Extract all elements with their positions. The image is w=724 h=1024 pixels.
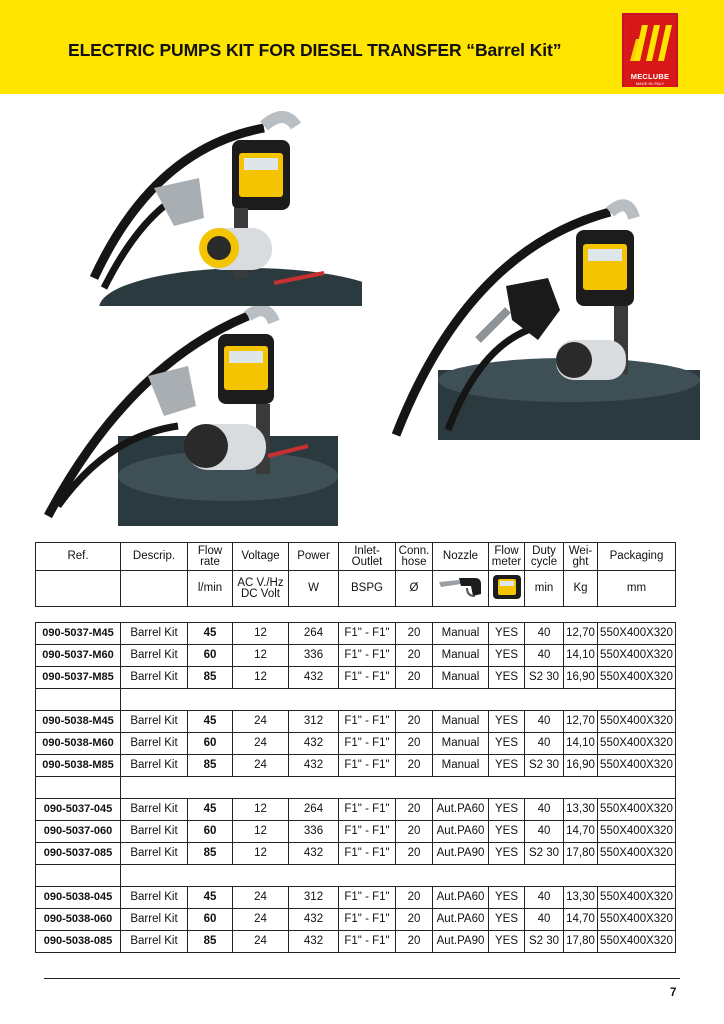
units-voltage-ac: AC V./Hz <box>237 576 284 589</box>
cell-flow-meter: YES <box>489 799 525 821</box>
cell-packaging: 550X400X320 <box>598 843 676 865</box>
cell-duty-cycle: 40 <box>525 711 564 733</box>
cell-inlet-outlet: F1" - F1" <box>339 931 396 953</box>
cell-ref: 090-5037-M60 <box>36 645 121 667</box>
header-duty-line1: Duty <box>532 544 556 557</box>
cell-power: 312 <box>289 711 339 733</box>
cell-nozzle: Aut.PA90 <box>433 843 489 865</box>
header-duty-cycle <box>525 543 564 571</box>
cell-packaging: 550X400X320 <box>598 623 676 645</box>
cell-ref: 090-5038-085 <box>36 931 121 953</box>
meclube-logo <box>622 13 678 87</box>
cell-packaging: 550X400X320 <box>598 931 676 953</box>
cell-descrip: Barrel Kit <box>121 843 188 865</box>
cell-ref: 090-5038-M60 <box>36 733 121 755</box>
units-power: W <box>289 571 339 607</box>
cell-packaging: 550X400X320 <box>598 755 676 777</box>
header-packaging: Packaging <box>598 543 676 571</box>
cell-inlet-outlet: F1" - F1" <box>339 821 396 843</box>
cell-nozzle: Aut.PA60 <box>433 909 489 931</box>
header-inlet-line1: Inlet- <box>354 544 380 557</box>
cell-descrip: Barrel Kit <box>121 755 188 777</box>
cell-conn-hose: 20 <box>396 909 433 931</box>
cell-flow-meter: YES <box>489 645 525 667</box>
cell-weight: 17,80 <box>564 843 598 865</box>
units-voltage-dc: DC Volt <box>241 587 280 600</box>
cell-duty-cycle: S2 30 <box>525 843 564 865</box>
header-conn-line2: hose <box>401 555 427 568</box>
units-voltage <box>233 571 289 607</box>
cell-nozzle: Manual <box>433 755 489 777</box>
cell-flow-rate: 85 <box>188 843 233 865</box>
group-separator-row <box>36 689 676 711</box>
units-packaging: mm <box>598 571 676 607</box>
units-conn-hose: Ø <box>396 571 433 607</box>
units-inlet-outlet: BSPG <box>339 571 396 607</box>
cell-conn-hose: 20 <box>396 799 433 821</box>
cell-descrip: Barrel Kit <box>121 931 188 953</box>
cell-flow-meter: YES <box>489 931 525 953</box>
cell-duty-cycle: 40 <box>525 909 564 931</box>
table-row <box>36 887 676 909</box>
cell-flow-meter: YES <box>489 667 525 689</box>
cell-descrip: Barrel Kit <box>121 623 188 645</box>
cell-weight: 14,70 <box>564 821 598 843</box>
header-weight-line2: ght <box>572 555 589 568</box>
cell-flow-rate: 85 <box>188 667 233 689</box>
cell-weight: 17,80 <box>564 931 598 953</box>
header-meter-line1: Flow <box>494 544 519 557</box>
separator-cell <box>36 865 121 887</box>
cell-nozzle: Manual <box>433 645 489 667</box>
separator-cell <box>36 777 121 799</box>
units-ref-empty <box>36 571 121 607</box>
cell-packaging: 550X400X320 <box>598 821 676 843</box>
spec-table-body <box>36 623 676 953</box>
cell-duty-cycle: 40 <box>525 623 564 645</box>
cell-conn-hose: 20 <box>396 667 433 689</box>
cell-duty-cycle: S2 30 <box>525 667 564 689</box>
product-photo-manual-12v <box>34 108 362 306</box>
table-row <box>36 909 676 931</box>
cell-power: 432 <box>289 667 339 689</box>
header-voltage: Voltage <box>233 543 289 571</box>
cell-ref: 090-5038-060 <box>36 909 121 931</box>
cell-inlet-outlet: F1" - F1" <box>339 843 396 865</box>
cell-flow-rate: 60 <box>188 645 233 667</box>
cell-packaging: 550X400X320 <box>598 645 676 667</box>
cell-conn-hose: 20 <box>396 645 433 667</box>
cell-power: 336 <box>289 645 339 667</box>
table-row <box>36 667 676 689</box>
product-photo-manual-24v <box>38 306 338 526</box>
cell-flow-rate: 45 <box>188 711 233 733</box>
cell-conn-hose: 20 <box>396 931 433 953</box>
table-row <box>36 733 676 755</box>
cell-ref: 090-5038-045 <box>36 887 121 909</box>
cell-conn-hose: 20 <box>396 843 433 865</box>
cell-conn-hose: 20 <box>396 821 433 843</box>
cell-flow-rate: 60 <box>188 821 233 843</box>
header-nozzle: Nozzle <box>433 543 489 571</box>
header-duty-line2: cycle <box>530 555 558 568</box>
cell-nozzle: Aut.PA60 <box>433 887 489 909</box>
cell-duty-cycle: S2 30 <box>525 931 564 953</box>
cell-inlet-outlet: F1" - F1" <box>339 755 396 777</box>
cell-inlet-outlet: F1" - F1" <box>339 733 396 755</box>
units-duty-cycle: min <box>525 571 564 607</box>
cell-packaging: 550X400X320 <box>598 799 676 821</box>
cell-flow-rate: 85 <box>188 931 233 953</box>
cell-nozzle: Manual <box>433 711 489 733</box>
header-inlet-outlet <box>339 543 396 571</box>
cell-inlet-outlet: F1" - F1" <box>339 667 396 689</box>
cell-ref: 090-5037-M45 <box>36 623 121 645</box>
cell-ref: 090-5037-045 <box>36 799 121 821</box>
cell-weight: 16,90 <box>564 755 598 777</box>
separator-cell <box>121 689 676 711</box>
group-separator-row <box>36 865 676 887</box>
flow-meter-icon <box>491 573 523 601</box>
cell-conn-hose: 20 <box>396 887 433 909</box>
cell-flow-rate: 60 <box>188 909 233 931</box>
cell-nozzle: Aut.PA60 <box>433 821 489 843</box>
cell-power: 432 <box>289 843 339 865</box>
table-row <box>36 843 676 865</box>
cell-ref: 090-5038-M45 <box>36 711 121 733</box>
cell-descrip: Barrel Kit <box>121 821 188 843</box>
cell-power: 336 <box>289 821 339 843</box>
cell-voltage: 24 <box>233 711 289 733</box>
cell-weight: 12,70 <box>564 623 598 645</box>
cell-weight: 14,10 <box>564 733 598 755</box>
cell-flow-rate: 85 <box>188 755 233 777</box>
cell-descrip: Barrel Kit <box>121 645 188 667</box>
cell-weight: 12,70 <box>564 711 598 733</box>
header-flow-rate <box>188 543 233 571</box>
cell-ref: 090-5037-085 <box>36 843 121 865</box>
table-units-row <box>36 571 676 607</box>
cell-flow-meter: YES <box>489 711 525 733</box>
table-row <box>36 711 676 733</box>
cell-flow-meter: YES <box>489 887 525 909</box>
cell-packaging: 550X400X320 <box>598 909 676 931</box>
cell-ref: 090-5038-M85 <box>36 755 121 777</box>
cell-flow-meter: YES <box>489 623 525 645</box>
page-number: 7 <box>670 987 677 999</box>
cell-voltage: 12 <box>233 645 289 667</box>
units-descrip-empty <box>121 571 188 607</box>
cell-descrip: Barrel Kit <box>121 909 188 931</box>
separator-cell <box>121 777 676 799</box>
cell-voltage: 24 <box>233 733 289 755</box>
header-weight <box>564 543 598 571</box>
header-ref: Ref. <box>36 543 121 571</box>
cell-inlet-outlet: F1" - F1" <box>339 909 396 931</box>
cell-ref: 090-5037-060 <box>36 821 121 843</box>
group-separator-row <box>36 777 676 799</box>
header-flow-rate-line1: Flow <box>197 544 223 557</box>
cell-weight: 14,70 <box>564 909 598 931</box>
cell-power: 432 <box>289 733 339 755</box>
cell-weight: 16,90 <box>564 667 598 689</box>
cell-voltage: 12 <box>233 843 289 865</box>
cell-descrip: Barrel Kit <box>121 799 188 821</box>
cell-flow-rate: 60 <box>188 733 233 755</box>
cell-conn-hose: 20 <box>396 623 433 645</box>
cell-power: 432 <box>289 909 339 931</box>
footer-rule <box>44 978 680 979</box>
cell-weight: 13,30 <box>564 799 598 821</box>
cell-conn-hose: 20 <box>396 711 433 733</box>
cell-descrip: Barrel Kit <box>121 887 188 909</box>
cell-conn-hose: 20 <box>396 733 433 755</box>
logo-wordmark: MECLUBE <box>624 70 676 83</box>
cell-flow-rate: 45 <box>188 887 233 909</box>
units-flow-rate: l/min <box>188 571 233 607</box>
cell-voltage: 12 <box>233 623 289 645</box>
cell-nozzle: Manual <box>433 733 489 755</box>
cell-power: 432 <box>289 931 339 953</box>
cell-nozzle: Aut.PA90 <box>433 931 489 953</box>
cell-voltage: 24 <box>233 909 289 931</box>
cell-packaging: 550X400X320 <box>598 667 676 689</box>
table-row <box>36 931 676 953</box>
table-header-row <box>36 543 676 571</box>
table-spacer <box>36 607 676 623</box>
cell-power: 432 <box>289 755 339 777</box>
logo-subtitle: MADE IN ITALY <box>624 81 676 87</box>
cell-descrip: Barrel Kit <box>121 711 188 733</box>
table-row <box>36 645 676 667</box>
cell-flow-meter: YES <box>489 909 525 931</box>
product-photo-automatic <box>388 190 700 440</box>
cell-power: 264 <box>289 799 339 821</box>
separator-cell <box>121 865 676 887</box>
header-power: Power <box>289 543 339 571</box>
header-flow-meter <box>489 543 525 571</box>
cell-duty-cycle: 40 <box>525 733 564 755</box>
cell-power: 264 <box>289 623 339 645</box>
page-title: ELECTRIC PUMPS KIT FOR DIESEL TRANSFER “Barrel Kit” <box>68 40 562 60</box>
cell-ref: 090-5037-M85 <box>36 667 121 689</box>
cell-voltage: 24 <box>233 931 289 953</box>
header-inlet-line2: Outlet <box>351 555 383 568</box>
cell-voltage: 24 <box>233 755 289 777</box>
units-nozzle <box>433 571 489 607</box>
units-flow-meter <box>489 571 525 607</box>
cell-inlet-outlet: F1" - F1" <box>339 799 396 821</box>
cell-packaging: 550X400X320 <box>598 887 676 909</box>
table-row <box>36 799 676 821</box>
table-row <box>36 821 676 843</box>
cell-inlet-outlet: F1" - F1" <box>339 623 396 645</box>
cell-flow-rate: 45 <box>188 799 233 821</box>
cell-duty-cycle: 40 <box>525 645 564 667</box>
spec-table <box>35 542 676 953</box>
separator-cell <box>36 689 121 711</box>
table-row <box>36 755 676 777</box>
cell-duty-cycle: 40 <box>525 887 564 909</box>
cell-descrip: Barrel Kit <box>121 733 188 755</box>
cell-weight: 14,10 <box>564 645 598 667</box>
cell-voltage: 12 <box>233 821 289 843</box>
cell-packaging: 550X400X320 <box>598 733 676 755</box>
nozzle-icon <box>437 574 485 600</box>
cell-flow-rate: 45 <box>188 623 233 645</box>
cell-voltage: 12 <box>233 667 289 689</box>
header-descrip: Descrip. <box>121 543 188 571</box>
cell-duty-cycle: 40 <box>525 821 564 843</box>
cell-nozzle: Manual <box>433 667 489 689</box>
header-weight-line1: Wei- <box>568 544 593 557</box>
header-conn-line1: Conn. <box>398 544 430 557</box>
cell-flow-meter: YES <box>489 821 525 843</box>
cell-nozzle: Aut.PA60 <box>433 799 489 821</box>
table-row <box>36 623 676 645</box>
cell-voltage: 12 <box>233 799 289 821</box>
cell-flow-meter: YES <box>489 733 525 755</box>
cell-flow-meter: YES <box>489 755 525 777</box>
cell-power: 312 <box>289 887 339 909</box>
logo-mark-icon <box>626 17 674 69</box>
cell-weight: 13,30 <box>564 887 598 909</box>
cell-descrip: Barrel Kit <box>121 667 188 689</box>
units-weight: Kg <box>564 571 598 607</box>
cell-inlet-outlet: F1" - F1" <box>339 887 396 909</box>
cell-flow-meter: YES <box>489 843 525 865</box>
header-meter-line2: meter <box>491 555 522 568</box>
header-flow-rate-line2: rate <box>200 555 220 568</box>
cell-duty-cycle: 40 <box>525 799 564 821</box>
header-conn-hose <box>396 543 433 571</box>
cell-packaging: 550X400X320 <box>598 711 676 733</box>
cell-inlet-outlet: F1" - F1" <box>339 645 396 667</box>
cell-inlet-outlet: F1" - F1" <box>339 711 396 733</box>
cell-duty-cycle: S2 30 <box>525 755 564 777</box>
cell-voltage: 24 <box>233 887 289 909</box>
cell-conn-hose: 20 <box>396 755 433 777</box>
cell-nozzle: Manual <box>433 623 489 645</box>
